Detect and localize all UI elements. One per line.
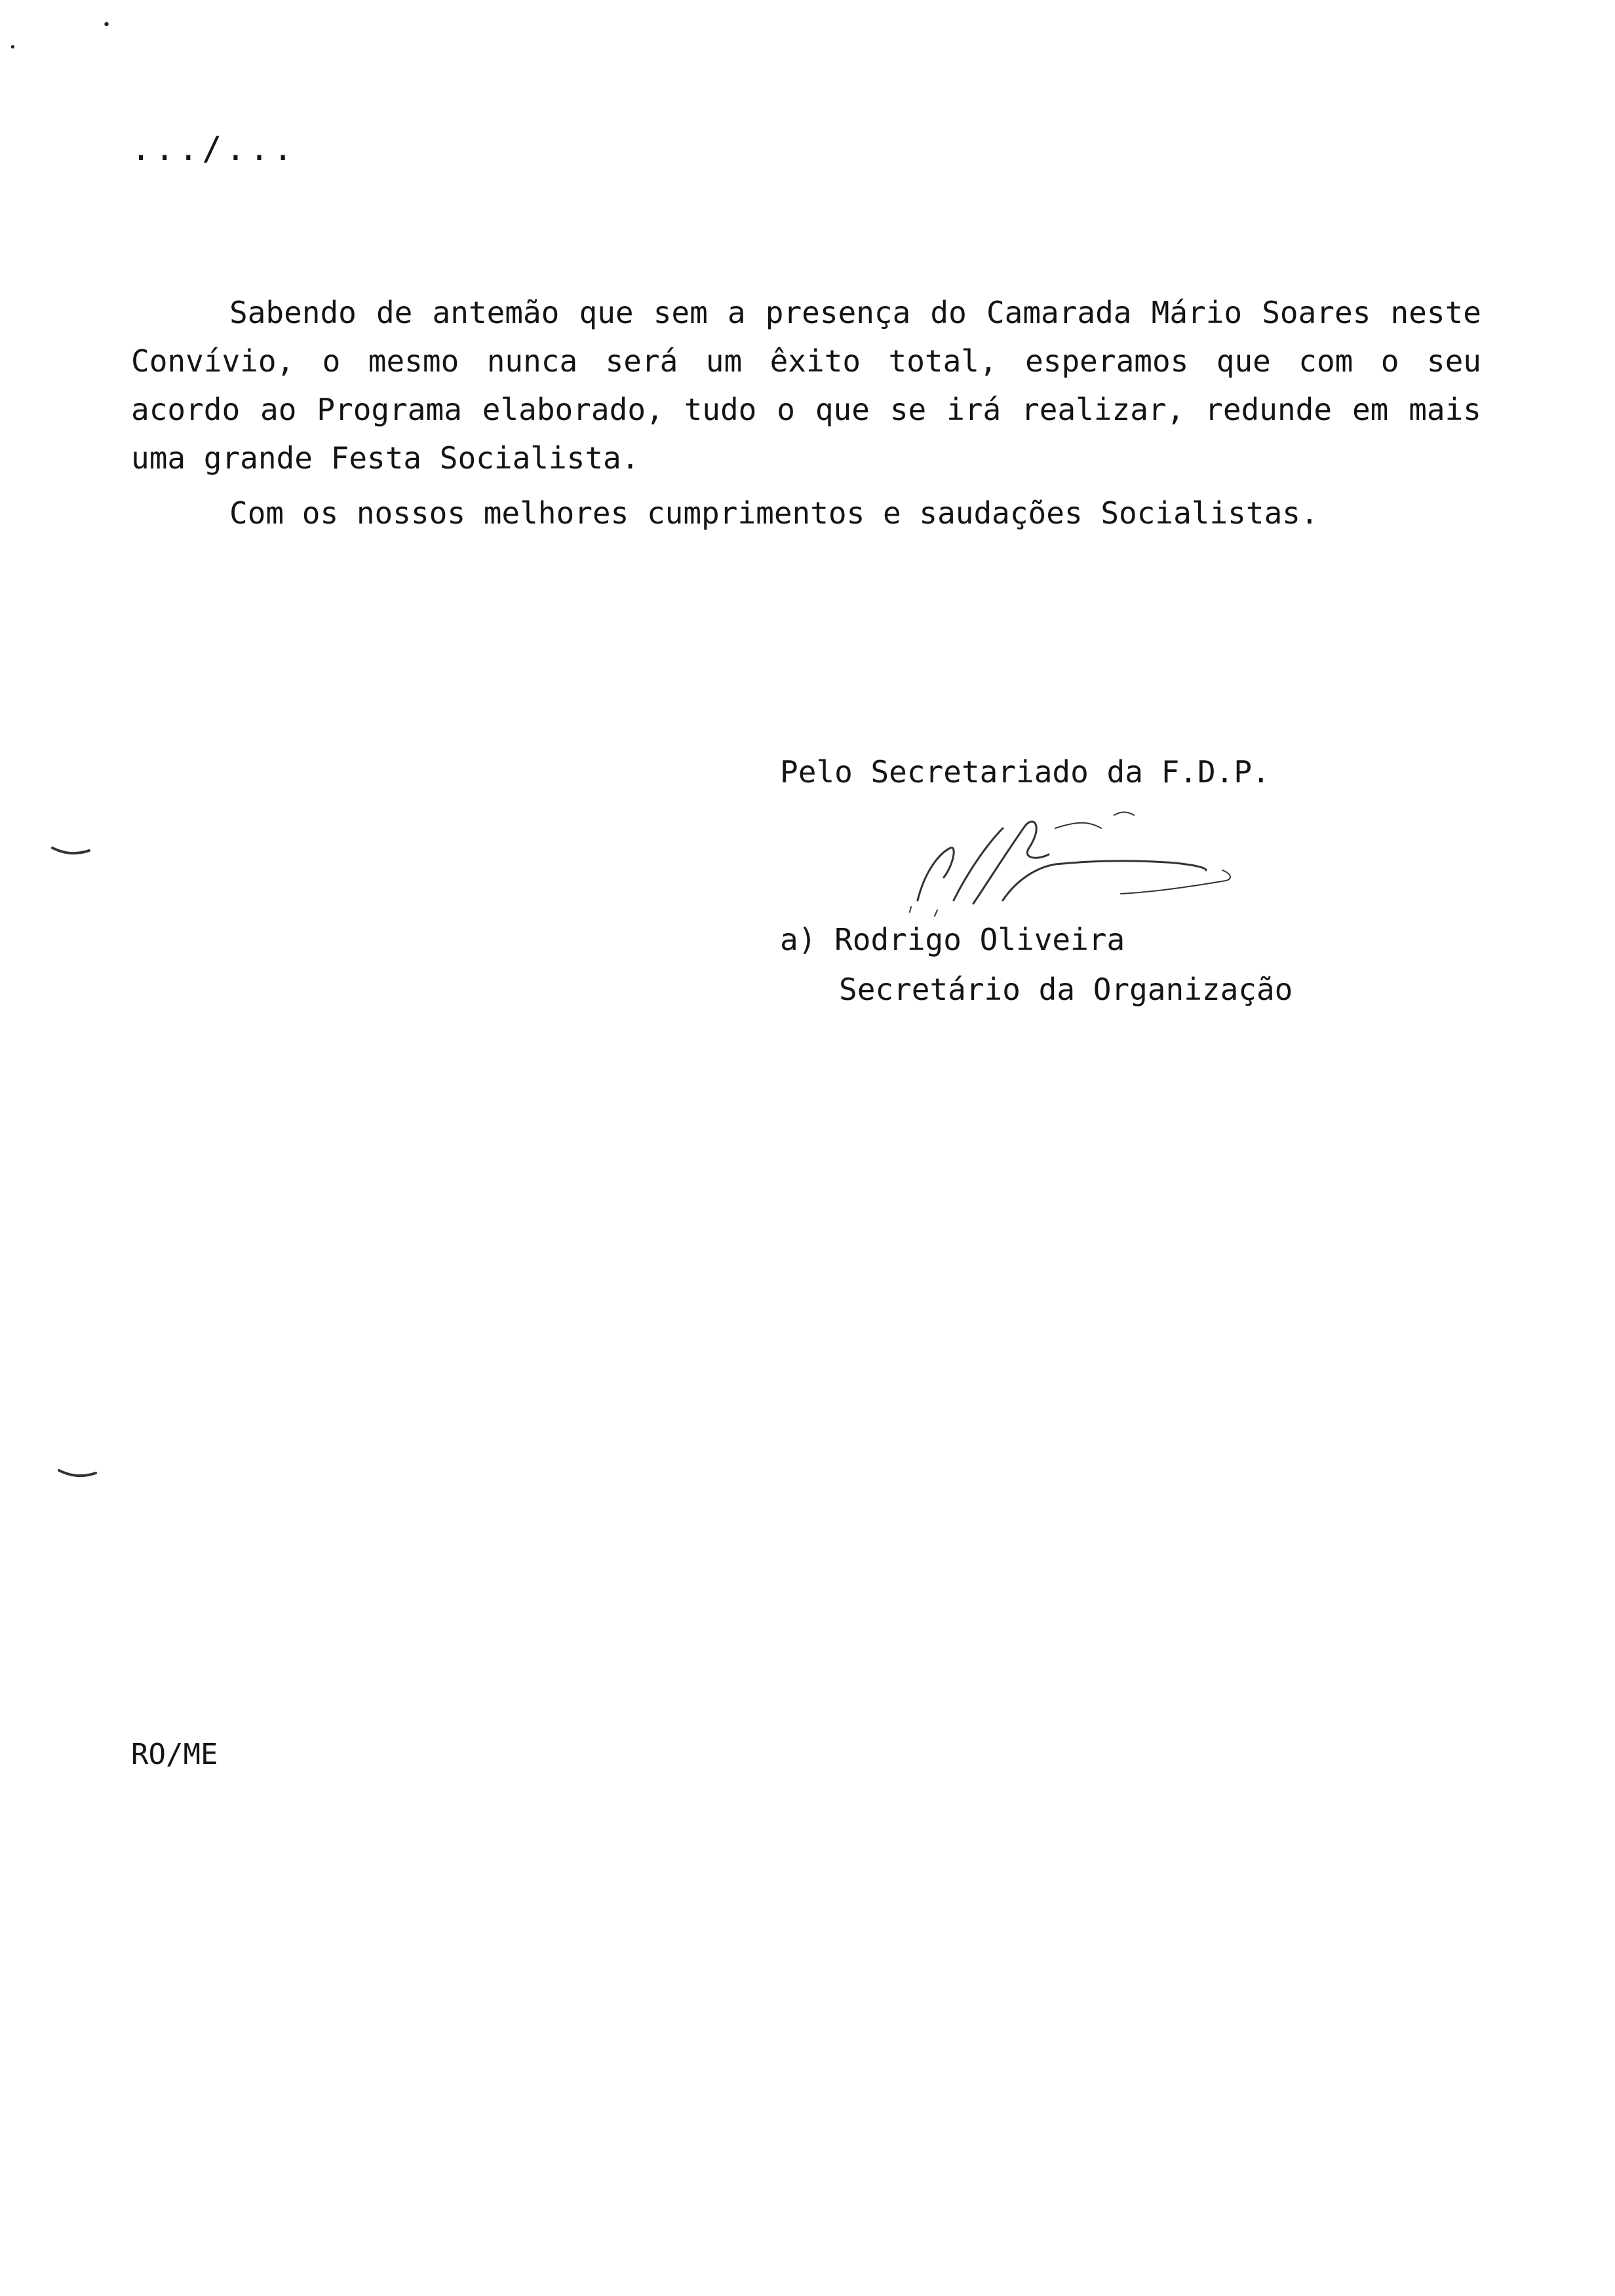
- closing-line: Com os nossos melhores cumprimentos e saudações Socialistas.: [229, 495, 1319, 531]
- signer-name: a) Rodrigo Oliveira: [780, 922, 1125, 957]
- continuation-mark: .../...: [131, 130, 297, 168]
- body-paragraph: Sabendo de antemão que sem a presença do Camarada Mário Soares neste Convívio, o mesmo nunca será um êxito total, esperamos que com o seu acordo ao Programa elaborado, tudo o que se irá realizar, redunde em mais uma grande Festa Socialista.: [131, 295, 1481, 476]
- signature-heading: Pelo Secretariado da F.D.P.: [780, 754, 1270, 790]
- signer-role: Secretário da Organização: [839, 972, 1293, 1007]
- handwritten-signature: [839, 802, 1258, 920]
- reference-initials: RO/ME: [131, 1738, 218, 1771]
- scan-edge-mark: [51, 845, 90, 858]
- letter-body: [131, 288, 1481, 537]
- signature-block: [780, 747, 1293, 1014]
- scan-dot-mark: •: [9, 41, 16, 54]
- scan-dot-mark: •: [102, 17, 111, 33]
- scan-edge-mark: [58, 1468, 97, 1481]
